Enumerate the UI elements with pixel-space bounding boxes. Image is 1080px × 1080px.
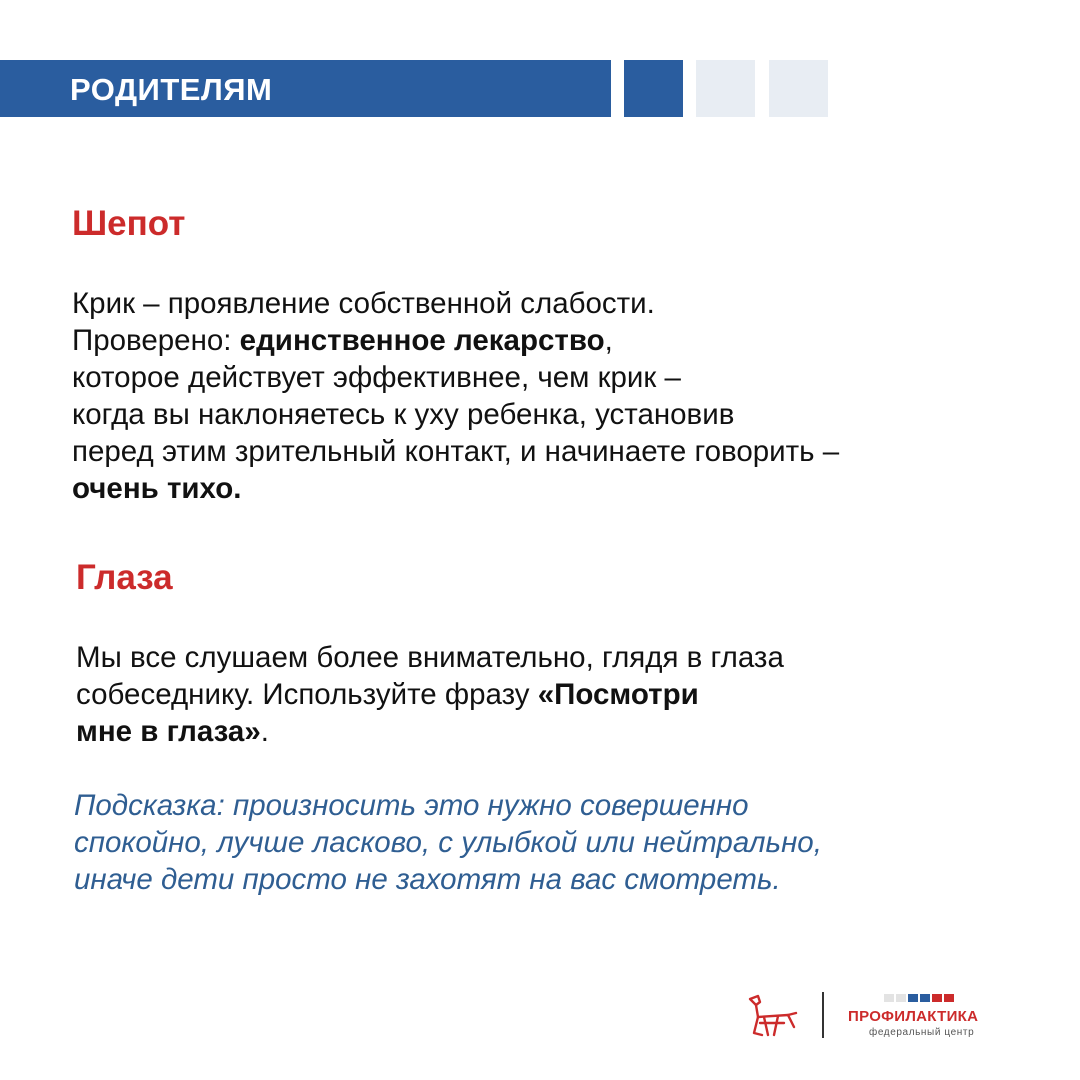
paragraph-line	[72, 285, 839, 322]
paragraph-line	[72, 470, 839, 507]
logo-subtitle: федеральный центр	[869, 1027, 975, 1038]
text-run: Мы все слушаем более внимательно, глядя в глаза	[76, 641, 784, 674]
hint-line: иначе дети просто не захотят на вас смотреть.	[74, 863, 781, 896]
logo-square	[920, 994, 930, 1002]
logo-square	[896, 994, 906, 1002]
logo-square	[932, 994, 942, 1002]
header-square-blue	[624, 60, 683, 117]
text-run: Проверено:	[72, 324, 240, 357]
section-paragraph-whisper	[72, 285, 839, 507]
paragraph-line	[72, 433, 839, 470]
section-heading-eyes: Глаза	[76, 558, 173, 597]
paragraph-line	[76, 676, 784, 713]
logo-square	[944, 994, 954, 1002]
logo-square	[884, 994, 894, 1002]
paragraph-line	[72, 396, 839, 433]
paragraph-line	[76, 713, 784, 750]
paragraph-line	[72, 322, 839, 359]
header-square-light-2	[769, 60, 828, 117]
bold-text: очень тихо.	[72, 472, 242, 505]
section-paragraph-eyes	[76, 639, 784, 750]
logo-square	[908, 994, 918, 1002]
hint-line: спокойно, лучше ласково, с улыбкой или нейтрально,	[74, 826, 822, 859]
text-run: когда вы наклоняетесь к уху ребенка, установив	[72, 398, 735, 431]
paragraph-line	[72, 359, 839, 396]
logo-divider	[822, 992, 824, 1038]
logo-title: ПРОФИЛАКТИКА	[848, 1008, 979, 1025]
paragraph-line	[76, 639, 784, 676]
text-run: ,	[604, 324, 613, 357]
horse-icon	[744, 993, 798, 1039]
header-title: РОДИТЕЛЯМ	[70, 72, 273, 107]
bold-text: мне в глаза»	[76, 715, 261, 748]
bold-text: единственное лекарство	[239, 324, 605, 357]
text-run: которое действует эффективнее, чем крик –	[72, 361, 681, 394]
bold-text: «Посмотри	[537, 678, 699, 711]
logo-color-squares	[884, 994, 964, 1002]
text-run: Крик – проявление собственной слабости.	[72, 287, 655, 320]
text-run: .	[260, 715, 269, 748]
section-heading-whisper: Шепот	[72, 204, 186, 243]
text-run: перед этим зрительный контакт, и начинаете говорить –	[72, 435, 840, 468]
hint-line: Подсказка: произносить это нужно совершенно	[74, 789, 749, 822]
header-square-light-1	[696, 60, 755, 117]
text-run: собеседнику. Используйте фразу	[76, 678, 538, 711]
hint-text	[74, 787, 822, 898]
